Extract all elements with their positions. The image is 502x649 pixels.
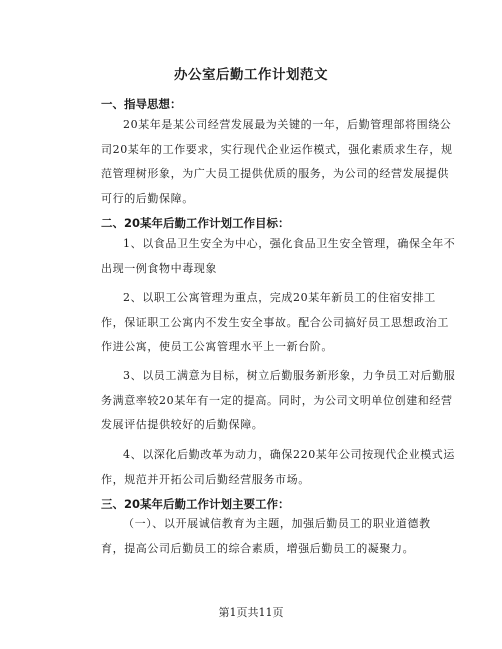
section-heading-work-goals: 二、20某年后勤工作计划工作目标： [101,216,290,230]
paragraph-goal-2 [101,286,449,360]
paragraph-line: 2、以职工公寓管理为重点，完成20某年新员工的住宿安排工 [123,291,436,304]
paragraph-line: 务满意率较20某年有一定的提高。同时，为公司文明单位创建和经营 [101,393,453,407]
paragraph-line: 4、以深化后勤改革为动力，确保220某年公司按现代企业模式运 [123,448,455,461]
paragraph-line: 作，保证职工公寓内不发生安全事故。配合公司搞好员工思想政治工 [101,315,449,329]
document-title: 办公室后勤工作计划范文 [174,67,328,83]
paragraph-guiding-ideology [101,113,453,211]
paragraph-line: 出现一例食物中毒现象 [101,261,217,275]
paragraph-goal-4 [101,443,455,492]
paragraph-goal-3 [101,364,456,438]
paragraph-main-work-1 [101,512,431,561]
section-heading-guiding-ideology: 一、指导思想： [101,97,182,111]
paragraph-line: 发展评估提供较好的后勤保障。 [101,418,264,431]
paragraph-line: 作进公寓，使员工公寓管理水平上一新台阶。 [101,340,333,353]
paragraph-line: 作，规范并开拓公司后勤经营服务市场。 [101,472,310,486]
paragraph-line: 3、以员工满意为目标，树立后勤服务新形象，力争员工对后勤服 [123,369,456,382]
paragraph-line: 范管理树形象，为广大员工提供优质的服务，为公司的经营发展提供 [101,167,449,180]
paragraph-line: 可行的后勤保障。 [101,191,194,205]
paragraph-line: 司20某年的工作要求，实行现代企业运作模式，强化素质求生存，规 [101,142,453,156]
paragraph-goal-1 [101,232,456,281]
paragraph-line: 育，提高公司后勤员工的综合素质，增强后勤员工的凝聚力。 [101,541,415,555]
paragraph-line: 1、以食品卫生安全为中心，强化食品卫生安全管理，确保全年不 [123,237,456,250]
page-number-footer: 第1页共11页 [218,606,284,619]
paragraph-line: （一）、以开展诚信教育为主题，加强后勤员工的职业道德教 [123,517,431,530]
section-heading-main-work: 三、20某年后勤工作计划主要工作： [101,497,290,511]
paragraph-line: 20某年是某公司经营发展最为关键的一年，后勤管理部将围绕公 [123,118,452,131]
